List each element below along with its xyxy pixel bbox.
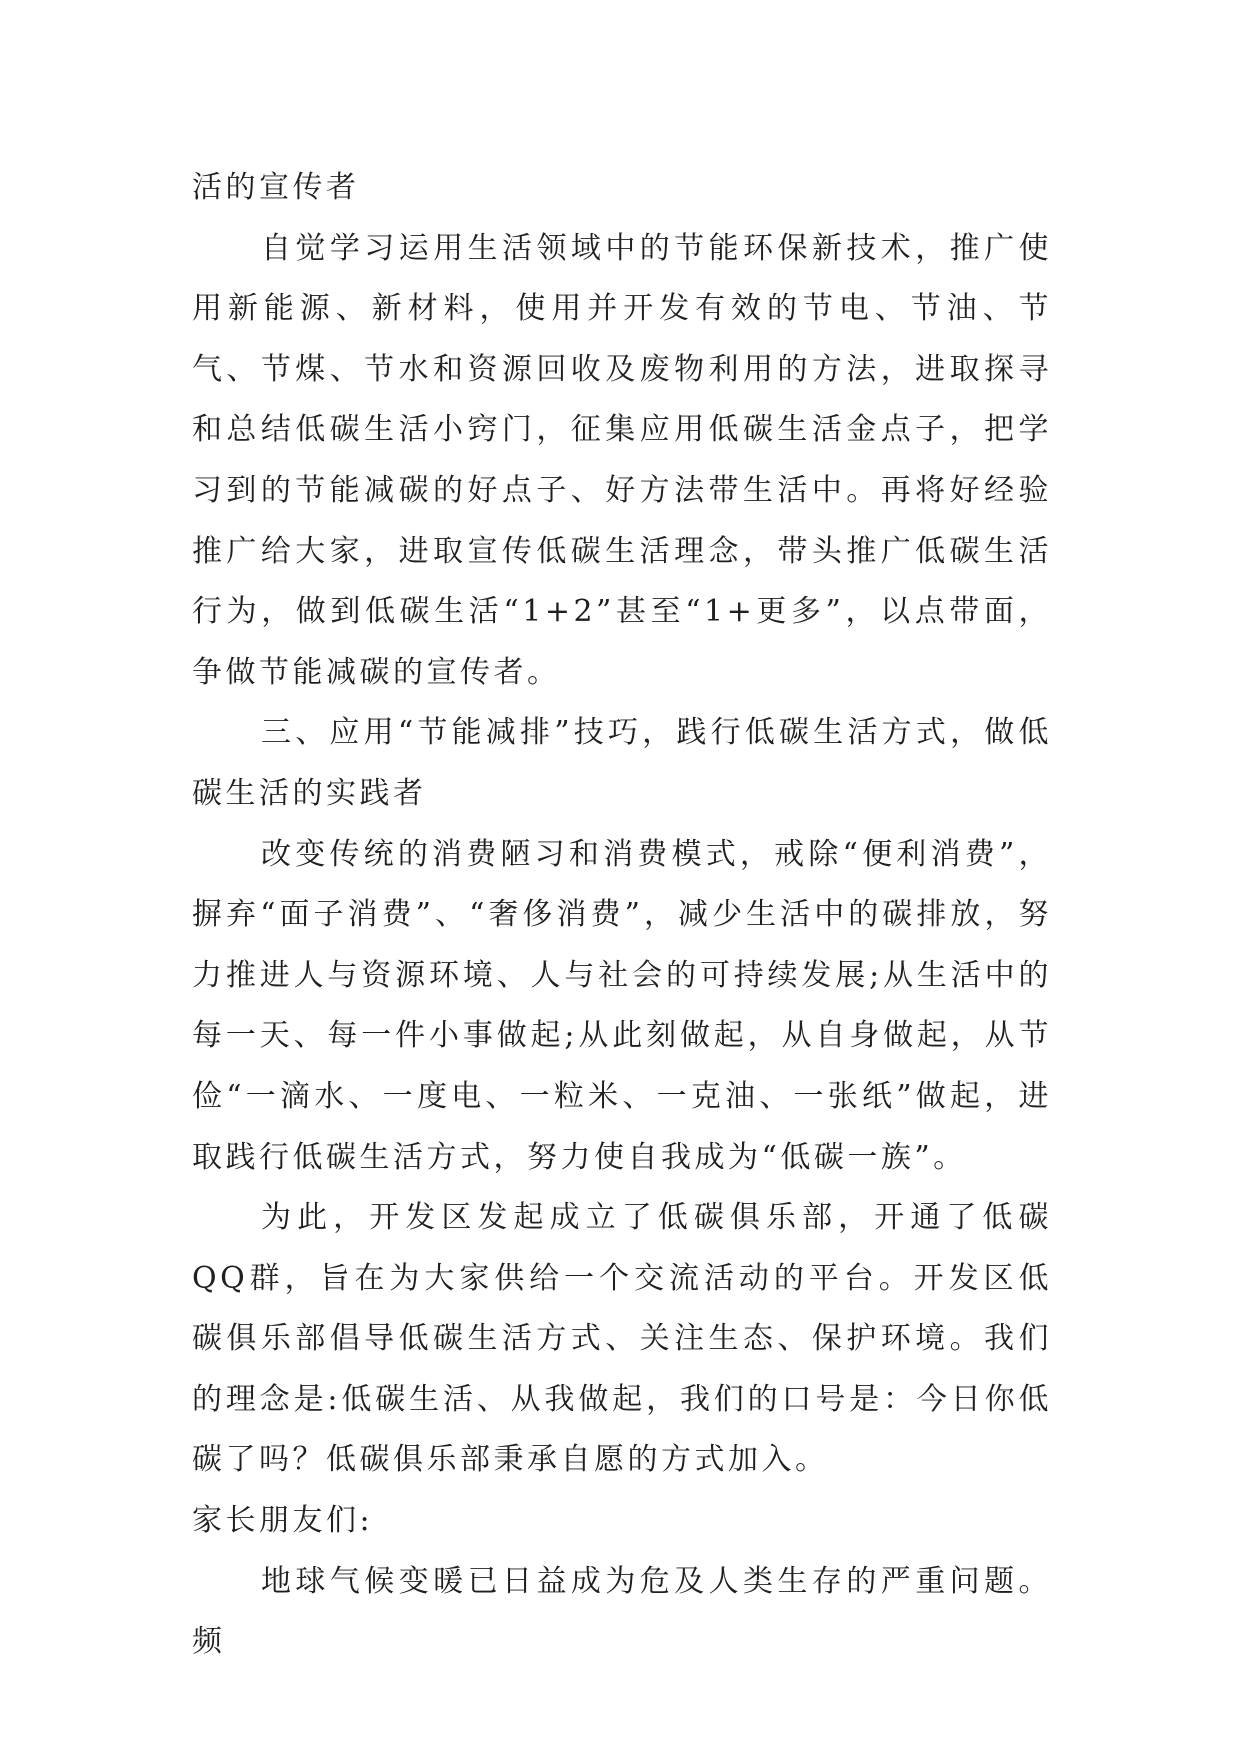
section-heading-three: 三、应用“节能减排”技巧，践行低碳生活方式，做低碳生活的实践者 [192, 715, 1052, 811]
paragraph-advocate: 自觉学习运用生活领域中的节能环保新技术，推广使用新能源、新材料，使用并开发有效的节电、节油、节气、节煤、节水和资源回收及废物利用的方法，进取探寻和总结低碳生活小窍门，征集应用低碳生活金点子，把学习到的节能减碳的好点子、好方法带生活中。再将好经验推广给大家，进取宣传低碳生活理念，带头推广低碳生活行为，做到低碳生活“1+2”甚至“1+更多”，以点带面，争做节能减碳的宣传者。 [192, 230, 1052, 690]
document-body [192, 158, 1052, 1673]
paragraph-continuation-heading: 活的宣传者 [192, 170, 360, 205]
salutation: 家长朋友们: [192, 1503, 374, 1539]
paragraph-climate: 地球气候变暖已日益成为危及人类生存的严重问题。频 [192, 1563, 1052, 1660]
paragraph-low-carbon-club: 为此，开发区发起成立了低碳俱乐部，开通了低碳QQ群，旨在为大家供给一个交流活动的平台。开发区低碳俱乐部倡导低碳生活方式、关注生态、保护环境。我们的理念是:低碳生活、从我做起，我们的口号是：今日你低碳了吗？低碳俱乐部秉承自愿的方式加入。 [192, 1200, 1052, 1478]
paragraph-consumption: 改变传统的消费陋习和消费模式，戒除“便利消费”，摒弃“面子消费”、“奢侈消费”，减少生活中的碳排放，努力推进人与资源环境、人与社会的可持续发展;从生活中的每一天、每一件小事做起;从此刻做起，从自身做起，从节俭“一滴水、一度电、一粒米、一克油、一张纸”做起，进取践行低碳生活方式，努力使自我成为“低碳一族”。 [192, 836, 1052, 1175]
